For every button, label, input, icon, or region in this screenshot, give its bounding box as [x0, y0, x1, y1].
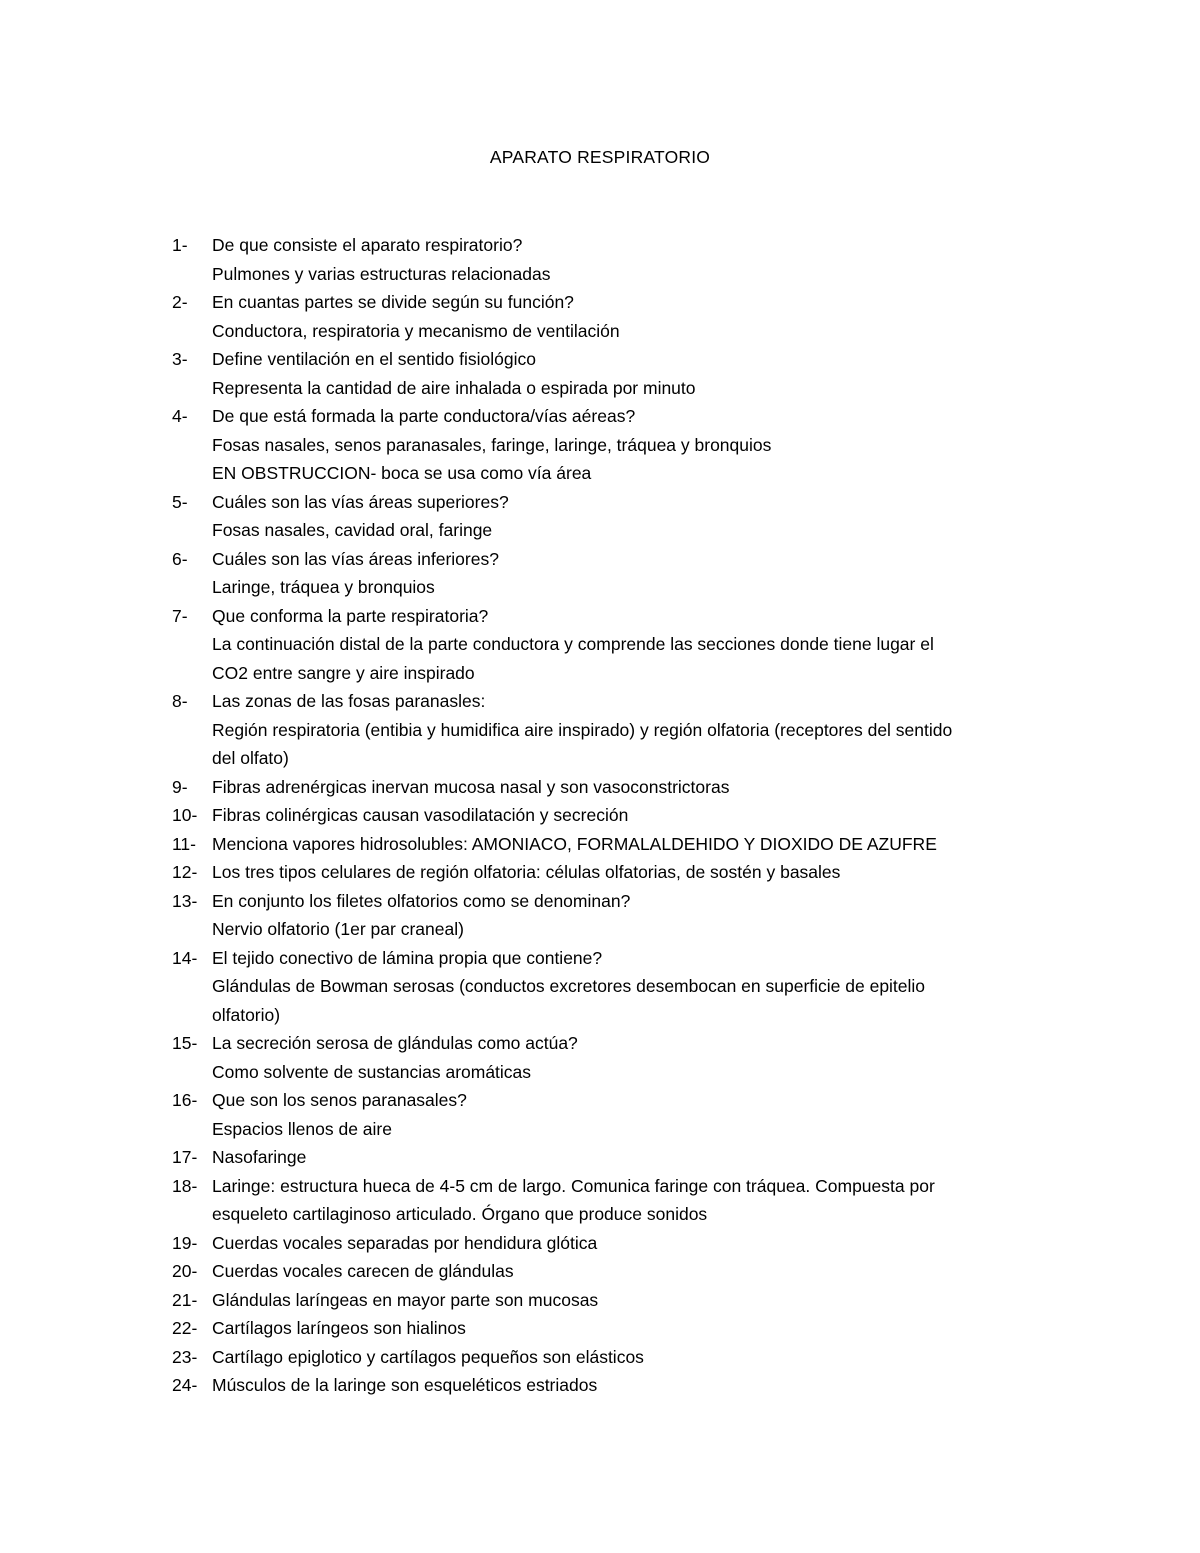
item-question: Cartílago epiglotico y cartílagos pequeños son elásticos [212, 1346, 644, 1367]
list-item [172, 1172, 1072, 1229]
item-number: 15- [172, 1033, 198, 1053]
item-question: Las zonas de las fosas paranasles: [212, 691, 486, 711]
list-item [172, 602, 1072, 688]
item-number: 12- [172, 862, 198, 882]
item-number: 24- [172, 1375, 198, 1395]
list-item [172, 887, 1072, 944]
item-body [212, 1086, 1072, 1143]
item-body [212, 488, 1072, 545]
item-number: 11- [172, 833, 196, 854]
item-question: Los tres tipos celulares de región olfatoria: células olfatorias, de sostén y basales [212, 862, 841, 882]
item-body [212, 288, 1072, 345]
item-question: En conjunto los filetes olfatorios como se denominan? [212, 890, 631, 911]
item-body [212, 887, 1072, 944]
list-item [172, 773, 1072, 802]
item-number: 23- [172, 1346, 198, 1367]
item-body [212, 545, 1072, 602]
item-number: 13- [172, 890, 198, 911]
item-number: 3- [172, 349, 188, 369]
item-body [212, 231, 1072, 288]
item-answer-line: Espacios llenos de aire [212, 1118, 392, 1139]
list-item [172, 944, 1072, 1030]
item-number: 2- [172, 292, 188, 312]
item-number: 1- [172, 235, 188, 255]
item-body [212, 687, 1072, 773]
item-answer-line: Como solvente de sustancias aromáticas [212, 1061, 532, 1082]
list-item [172, 288, 1072, 345]
list-item [172, 345, 1072, 402]
list-item [172, 231, 1072, 288]
item-body [212, 1029, 1072, 1086]
item-question: Cuerdas vocales separadas por hendidura glótica [212, 1232, 598, 1253]
item-answer-line: Laringe, tráquea y bronquios [212, 577, 435, 597]
item-question: Laringe: estructura hueca de 4-5 cm de largo. Comunica faringe con tráquea. Compuesta por [212, 1175, 935, 1196]
item-number: 5- [172, 491, 188, 512]
list-item [172, 1229, 1072, 1258]
item-answer-line: Representa la cantidad de aire inhalada o espirada por minuto [212, 377, 696, 398]
item-number: 8- [172, 691, 188, 711]
item-answer-line: olfatorio) [212, 1004, 281, 1025]
item-number: 4- [172, 406, 188, 426]
item-question: Que son los senos paranasales? [212, 1090, 467, 1110]
list-item [172, 545, 1072, 602]
list-item [172, 1257, 1072, 1286]
item-body [212, 944, 1072, 1030]
item-number: 7- [172, 605, 188, 626]
item-number: 10- [172, 805, 198, 825]
item-question: Cuáles son las vías áreas superiores? [212, 491, 509, 512]
item-number: 20- [172, 1261, 198, 1281]
item-question: Menciona vapores hidrosolubles: AMONIACO, FORMALALDEHIDO Y DIOXIDO DE AZUFRE [212, 833, 937, 854]
list-item [172, 858, 1072, 887]
item-question: Músculos de la laringe son esqueléticos estriados [212, 1375, 598, 1395]
item-body [212, 1257, 1072, 1286]
item-answer-line: esqueleto cartilaginoso articulado. Órgano que produce sonidos [212, 1204, 708, 1224]
document-title: APARATO RESPIRATORIO [489, 147, 711, 167]
item-answer-line: Región respiratoria (entibia y humidifica aire inspirado) y región olfatoria (receptores del sentido [212, 719, 953, 740]
item-body [212, 801, 1072, 830]
question-list [172, 231, 1072, 1400]
item-number: 6- [172, 548, 188, 569]
item-question: De que consiste el aparato respiratorio? [212, 235, 523, 255]
item-answer-line: Nervio olfatorio (1er par craneal) [212, 919, 464, 939]
list-item [172, 1086, 1072, 1143]
item-body [212, 1143, 1072, 1172]
item-question: Fibras adrenérgicas inervan mucosa nasal y son vasoconstrictoras [212, 776, 730, 797]
list-item [172, 830, 1072, 859]
list-item [172, 1029, 1072, 1086]
item-question: La secreción serosa de glándulas como actúa? [212, 1033, 578, 1053]
item-body [212, 1343, 1072, 1372]
item-answer-line: Conductora, respiratoria y mecanismo de ventilación [212, 320, 620, 341]
item-answer-line: La continuación distal de la parte conductora y comprende las secciones donde tiene lugar el [212, 634, 934, 654]
item-question: De que está formada la parte conductora/vías aéreas? [212, 406, 636, 426]
item-number: 9- [172, 776, 188, 797]
item-body [212, 1286, 1072, 1315]
item-question: Cartílagos laríngeos son hialinos [212, 1318, 466, 1338]
item-question: En cuantas partes se divide según su función? [212, 292, 574, 312]
item-question: Nasofaringe [212, 1147, 307, 1167]
item-number: 14- [172, 947, 198, 968]
item-body [212, 773, 1072, 802]
item-body [212, 1314, 1072, 1343]
item-answer-line: Fosas nasales, cavidad oral, faringe [212, 520, 493, 540]
item-question: Define ventilación en el sentido fisiológico [212, 349, 536, 369]
item-answer-line: Glándulas de Bowman serosas (conductos excretores desembocan en superficie de epitelio [212, 976, 926, 996]
item-number: 17- [172, 1147, 198, 1167]
item-body [212, 345, 1072, 402]
item-answer-line: Pulmones y varias estructuras relacionadas [212, 263, 551, 284]
item-number: 22- [172, 1318, 198, 1338]
list-item [172, 1314, 1072, 1343]
list-item [172, 801, 1072, 830]
list-item [172, 687, 1072, 773]
list-item [172, 488, 1072, 545]
item-question: El tejido conectivo de lámina propia que contiene? [212, 947, 603, 968]
item-question: Glándulas laríngeas en mayor parte son mucosas [212, 1289, 599, 1310]
list-item [172, 1371, 1072, 1400]
list-item [172, 1286, 1072, 1315]
item-answer-line: del olfato) [212, 748, 289, 768]
item-number: 21- [172, 1289, 198, 1310]
item-answer-line: CO2 entre sangre y aire inspirado [212, 662, 475, 683]
item-question: Que conforma la parte respiratoria? [212, 605, 489, 626]
item-body [212, 1371, 1072, 1400]
item-question: Fibras colinérgicas causan vasodilatación y secreción [212, 805, 629, 825]
item-body [212, 1172, 1072, 1229]
item-answer-line: Fosas nasales, senos paranasales, faringe, laringe, tráquea y bronquios [212, 434, 772, 455]
item-question: Cuáles son las vías áreas inferiores? [212, 548, 499, 569]
item-number: 19- [172, 1232, 198, 1253]
list-item [172, 402, 1072, 488]
item-question: Cuerdas vocales carecen de glándulas [212, 1261, 514, 1281]
list-item [172, 1143, 1072, 1172]
item-body [212, 1229, 1072, 1258]
item-answer-line: EN OBSTRUCCION- boca se usa como vía área [212, 463, 592, 483]
item-body [212, 602, 1072, 688]
item-body [212, 830, 1072, 859]
item-body [212, 402, 1072, 488]
item-body [212, 858, 1072, 887]
item-number: 18- [172, 1175, 198, 1196]
item-number: 16- [172, 1090, 198, 1110]
list-item [172, 1343, 1072, 1372]
